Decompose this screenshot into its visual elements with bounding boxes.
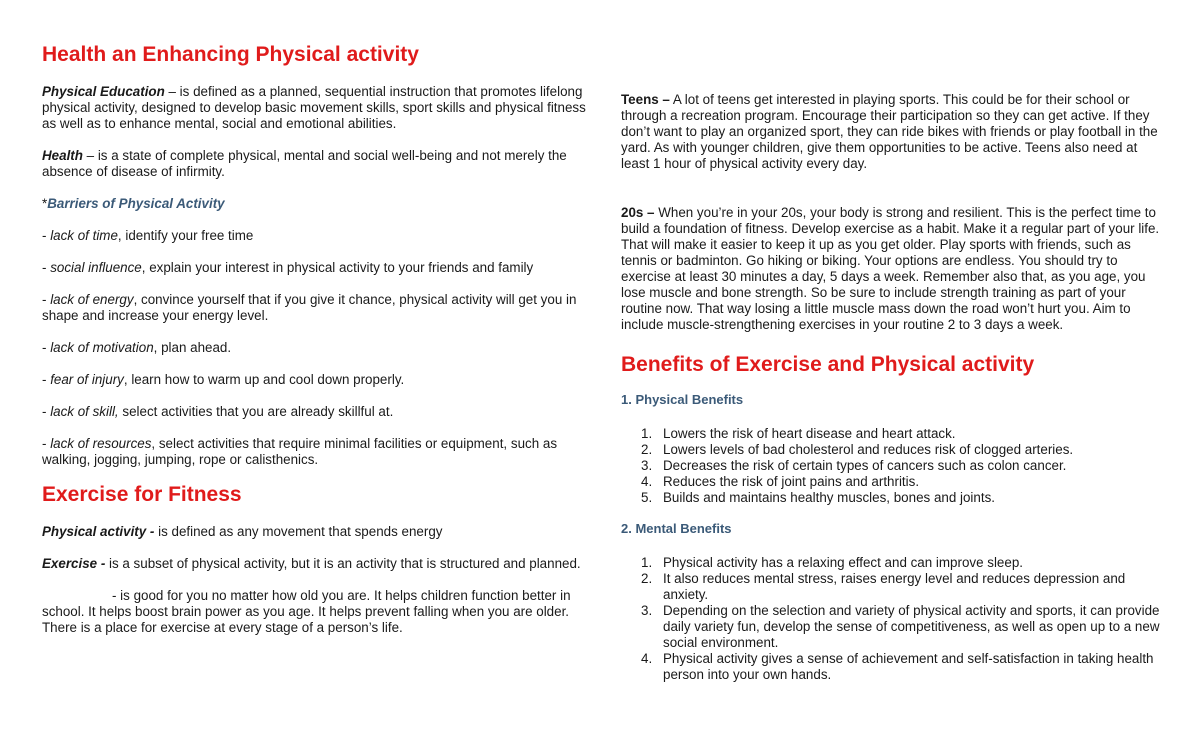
list-number: 3. <box>641 458 653 473</box>
twenties-text: When you’re in your 20s, your body is strong and resilient. This is the perfect time to build a foundation of fitness. Develop exercise as a habit. Make it a regular part of your life. That will make it easier to keep it up as you get older. Play sports with friends, such as tennis or badminton. Go hiking or biking. Your options are endless. You should try to exercise at least 30 minutes a day, 5 days a week. Remember also that, as you age, you lose muscle and bone strength. So be sure to include strength training as part of your routine now. That way losing a little muscle mass down the road won’t hurt you. Aim to include muscle-strengthening exercises in your routine 2 to 3 days a week. <box>621 205 1160 332</box>
list-text: Builds and maintains healthy muscles, bones and joints. <box>663 490 995 505</box>
barrier-term: lack of time <box>50 228 118 243</box>
mental-benefits-list <box>621 555 1161 683</box>
list-number: 1. <box>641 555 653 570</box>
list-text: Physical activity has a relaxing effect and can improve sleep. <box>663 555 1023 570</box>
barrier-text: select activities that you are already skillful at. <box>118 404 394 419</box>
barrier-dash: - <box>42 228 51 243</box>
list-text: Reduces the risk of joint pains and arthritis. <box>663 474 920 489</box>
pe-definition <box>42 84 587 132</box>
physical-benefits-list <box>621 426 1161 506</box>
pa-def: is defined as any movement that spends energy <box>154 524 443 539</box>
barrier-item <box>42 292 587 324</box>
health-def: – is a state of complete physical, mental and social well-being and not merely the absence of disease of infirmity. <box>42 148 567 179</box>
list-number: 5. <box>641 490 653 505</box>
exercise-definition <box>42 556 587 572</box>
pa-term: Physical activity - <box>42 524 155 539</box>
barrier-text: , convince yourself that if you give it chance, physical activity will get you in shape and increase your energy level. <box>42 292 577 323</box>
barriers-title: Barriers of Physical Activity <box>47 196 225 211</box>
barrier-term: lack of motivation <box>50 340 154 355</box>
barrier-dash: - <box>42 404 51 419</box>
list-text: Physical activity gives a sense of achievement and self-satisfaction in taking health person into your own hands. <box>663 651 1154 682</box>
exercise-good-paragraph: - is good for you no matter how old you are. It helps children function better in school. It helps boost brain power as you age. It helps prevent falling when you are older. There is a place for exercise at every stage of a person’s life. <box>42 588 571 635</box>
barrier-item <box>42 228 587 244</box>
pe-term: Physical Education <box>42 84 165 99</box>
list-number: 4. <box>641 651 653 666</box>
pe-def: – is defined as a planned, sequential instruction that promotes lifelong physical activity, designed to develop basic movement skills, sport skills and physical fitness as well as to enhance mental, social and emotional abilities. <box>42 84 586 131</box>
barrier-term: lack of skill, <box>50 404 119 419</box>
exercise-term: Exercise - <box>42 556 106 571</box>
list-item <box>621 555 1161 571</box>
barrier-term: fear of injury <box>50 372 124 387</box>
mental-benefits-heading: 2. Mental Benefits <box>621 521 732 536</box>
pa-definition <box>42 524 587 540</box>
barrier-term: lack of energy <box>50 292 134 307</box>
barrier-text: , plan ahead. <box>153 340 232 355</box>
list-item <box>621 442 1161 458</box>
barrier-item <box>42 260 587 276</box>
list-item <box>621 490 1161 506</box>
barrier-dash: - <box>42 292 51 307</box>
right-column <box>621 0 1161 683</box>
teens-text: A lot of teens get interested in playing sports. This could be for their school or through a recreation program. Encourage their participation so they can get active. If they don’t want to play an organized sport, they can ride bikes with friends or play football in the yard. As with younger children, give them opportunities to be active. Teens also need at least 1 hour of physical activity every day. <box>621 92 1158 171</box>
twenties-term: 20s – <box>621 205 655 220</box>
twenties-paragraph <box>621 205 1161 333</box>
list-item <box>621 426 1161 442</box>
barrier-text: , explain your interest in physical activity to your friends and family <box>141 260 534 275</box>
barrier-text: , learn how to warm up and cool down properly. <box>123 372 405 387</box>
list-number: 3. <box>641 603 653 618</box>
barrier-text: , select activities that require minimal facilities or equipment, such as walking, jogging, jumping, rope or calisthenics. <box>42 436 558 467</box>
barrier-term: lack of resources <box>50 436 152 451</box>
list-number: 1. <box>641 426 653 441</box>
barrier-item <box>42 404 587 420</box>
left-column <box>42 0 587 636</box>
list-text: Lowers the risk of heart disease and heart attack. <box>663 426 956 441</box>
list-number: 2. <box>641 571 653 586</box>
barrier-text: , identify your free time <box>117 228 254 243</box>
health-term: Health <box>42 148 83 163</box>
teens-paragraph <box>621 92 1161 172</box>
barrier-dash: - <box>42 436 51 451</box>
health-definition <box>42 148 587 180</box>
main-title: Health an Enhancing Physical activity <box>42 43 419 66</box>
list-text: Depending on the selection and variety of physical activity and sports, it can provide daily variety fun, develop the sense of competitiveness, as well as open up to a new social environment. <box>663 603 1160 650</box>
list-item <box>621 603 1161 651</box>
barrier-dash: - <box>42 340 51 355</box>
barrier-item <box>42 372 587 388</box>
barrier-term: social influence <box>50 260 142 275</box>
list-text: Decreases the risk of certain types of cancers such as colon cancer. <box>663 458 1067 473</box>
barrier-item <box>42 436 587 468</box>
list-number: 2. <box>641 442 653 457</box>
exercise-title: Exercise for Fitness <box>42 483 242 506</box>
barrier-item <box>42 340 587 356</box>
list-number: 4. <box>641 474 653 489</box>
barrier-dash: - <box>42 260 51 275</box>
list-item <box>621 474 1161 490</box>
exercise-def: is a subset of physical activity, but it is an activity that is structured and planned. <box>105 556 581 571</box>
barriers-star: * <box>42 196 48 211</box>
barriers-list <box>42 228 587 468</box>
list-item <box>621 458 1161 474</box>
physical-benefits-heading: 1. Physical Benefits <box>621 392 744 407</box>
teens-term: Teens – <box>621 92 670 107</box>
list-text: It also reduces mental stress, raises energy level and reduces depression and anxiety. <box>663 571 1126 602</box>
list-item <box>621 651 1161 683</box>
barrier-dash: - <box>42 372 51 387</box>
benefits-title: Benefits of Exercise and Physical activity <box>621 353 1035 376</box>
list-item <box>621 571 1161 603</box>
barriers-heading <box>42 196 587 212</box>
list-text: Lowers levels of bad cholesterol and reduces risk of clogged arteries. <box>663 442 1074 457</box>
